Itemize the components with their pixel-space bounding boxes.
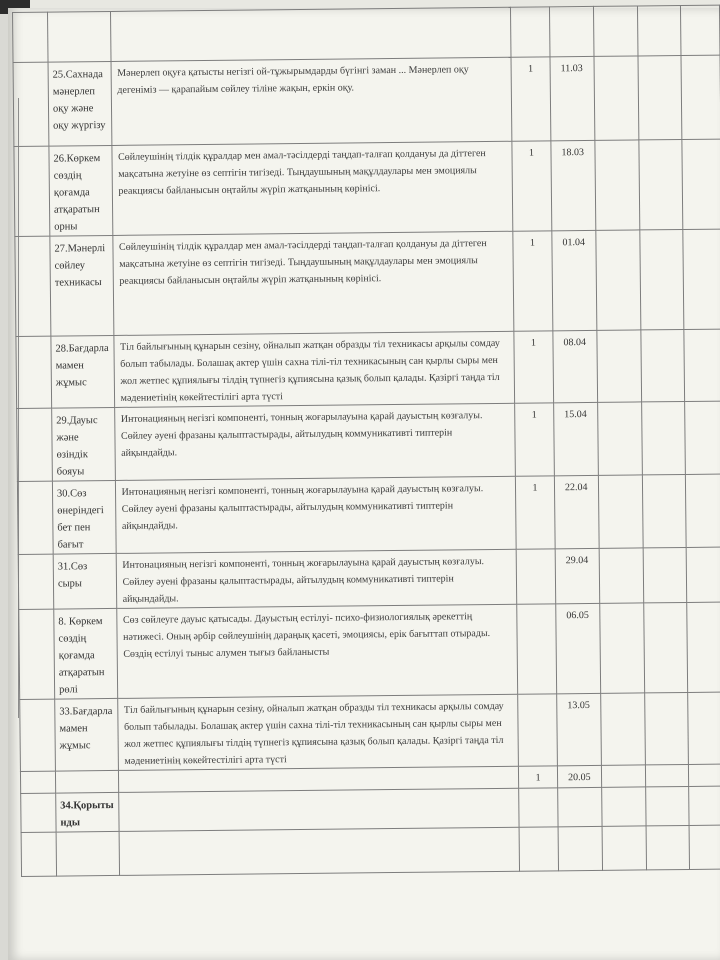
lesson-topic — [55, 770, 118, 793]
lesson-plan-table — [12, 5, 720, 877]
table-row — [14, 139, 720, 236]
lesson-date: 13.05 — [557, 693, 601, 765]
lesson-content: Мәнерлеп оқуға қатысты негізгі ой-тұжырымдарды бүгінгі заман ... Мәнерлеп оқу дегеніміз — қарапайым сөйлеу тіліне жақын, еркін оқу. — [111, 57, 512, 145]
lesson-date: 01.04 — [552, 230, 597, 330]
lesson-content — [118, 788, 519, 831]
lesson-topic: 27.Мәнерлі сөйлеу техникасы — [50, 235, 114, 336]
lesson-hours: 1 — [515, 403, 555, 476]
lesson-hours: 1 — [518, 766, 557, 788]
table-row — [16, 329, 720, 408]
lesson-content: Сөз сөйлеуге дауыс қатысады. Дауыстың естілуі- психо-физиологиялық әрекеттің нәтижесі. Оның әрбір сөйлеушінің дараңық қасеті, эмоциясы, ерік бағыттап отырады. Сөздің естілуі тыныс алумен тығыз байланысты — [116, 604, 517, 698]
lesson-content: Тіл байлығының құнарын сезіну, ойналып жатқан образды тіл техникасы арқылы сомдау болып табылады. Болашақ актер үшін сахна тілі-тіл техникасының сан қырлы сыры мен жол жетпес құпиялығы тілдің түпнегіз құпиясына қазық болып қалады. Қазіргі таңда тіл мәдениетінің көкейтестілігі арта түсті — [117, 694, 518, 770]
table-row — [19, 602, 720, 699]
table-row-empty — [21, 825, 720, 876]
lesson-date: 22.04 — [554, 475, 598, 548]
lesson-date: 29.04 — [555, 548, 599, 603]
lesson-hours — [516, 549, 556, 604]
lesson-hours — [518, 694, 558, 766]
lesson-topic: 34.Қорытынды — [56, 792, 119, 832]
lesson-hours: 1 — [515, 476, 555, 549]
lesson-topic: 31.Сөз сыры — [53, 553, 116, 609]
lesson-content: Интонацияның негізгі компоненті, тонның жоғарылауына қарай дауыстың көзғалуы. Сөйлеу әуені фразаны қалыптастырады, айтылудың коммуникативті типтерін айқындайды. — [116, 549, 517, 608]
lesson-hours — [519, 788, 558, 827]
lesson-topic: 26.Көркем сөздің қоғамда атқаратын орны — [49, 145, 113, 236]
table-row — [17, 474, 720, 554]
lesson-content: Интонацияның негізгі компоненті, тонның жоғарылауына қарай дауыстың көзғалуы. Сөйлеу әуені фразаны қалыптастырады, айтылудың коммуникативті типтерін айқындайды. — [114, 403, 515, 480]
table-row-header-blank — [13, 5, 720, 62]
lesson-content: Сөйлеушінің тілдік құралдар мен амал-тәсілдерді таңдап-талғап қолдануы да діттеген мақсатына жетуіне өз септігін тигізеді. Тыңдаушының мақұлдаулары мен эмоциялы реакциясы байланысын оңтайлы жүріп жатқанының көрінісі. — [111, 141, 512, 235]
table-row — [17, 401, 720, 481]
lesson-date: 18.03 — [551, 140, 596, 230]
lesson-hours: 1 — [511, 57, 551, 141]
lesson-topic: 25.Сахнада мәнерлеп оқу және оқу жүргізу — [48, 61, 111, 146]
lesson-date: 20.05 — [557, 765, 601, 787]
lesson-topic: 30.Сөз өнеріндегі бет пен бағыт — [52, 480, 115, 554]
lesson-date: 11.03 — [550, 56, 595, 140]
table-row — [18, 547, 720, 609]
lesson-date: 08.04 — [553, 330, 597, 402]
lesson-hours: 1 — [512, 141, 552, 231]
lesson-content: Сөйлеушінің тілдік құралдар мен амал-тәсілдерді таңдап-талғап қолдануы да діттеген мақсатына жетуіне өз септігін тигізеді. Тыңдаушының мақұлдаулары мен эмоциялы реакциясы байланысын оңтайлы жүріп жатқанының көрінісі. — [112, 231, 513, 335]
lesson-hours — [517, 604, 557, 694]
lesson-date — [558, 787, 602, 826]
lesson-topic: 8. Көркем сөздің қоғамда атқаратын рөлі — [54, 608, 118, 699]
lesson-hours: 1 — [514, 331, 554, 403]
table-row — [15, 229, 720, 336]
lesson-hours: 1 — [513, 231, 553, 331]
lesson-topic: 28.Бағдарламамен жұмыс — [51, 335, 114, 408]
lesson-topic: 29.Дауыс және өзіндік бояуы — [52, 407, 115, 481]
lesson-content: Тіл байлығының құнарын сезіну, ойналып жатқан образды тіл техникасы арқылы сомдау болып табылады. Болашақ актер үшін сахна тілі-тіл техникасының сан қырлы сыры мен жол жетпес құпиялығы тілдің түпнегіз құпиясына қазық болып қалады. Қазіргі таңда тіл мәдениетінің көкейтестілігі арта түсті — [113, 331, 514, 407]
lesson-content: Интонацияның негізгі компоненті, тонның жоғарылауына қарай дауыстың көзғалуы. Сөйлеу әуені фразаны қалыптастырады, айтылудың коммуникативті типтерін айқындайды. — [115, 476, 516, 553]
lesson-date: 15.04 — [554, 402, 598, 475]
lesson-date: 06.05 — [556, 603, 601, 693]
lesson-topic: 33.Бағдарламамен жұмыс — [55, 698, 118, 771]
table-row — [13, 55, 720, 146]
table-row — [20, 692, 720, 771]
